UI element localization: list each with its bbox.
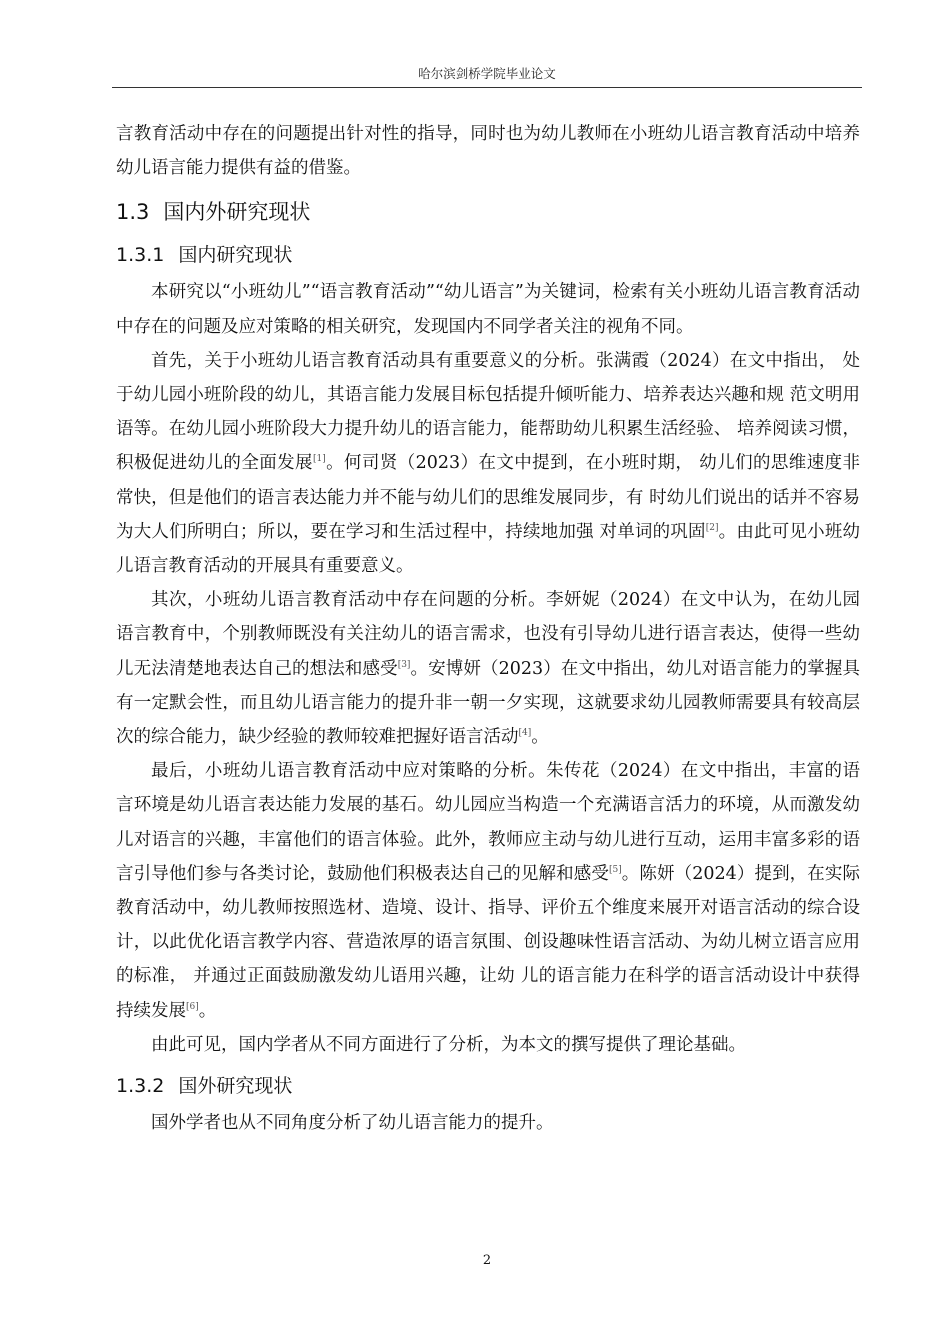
subsection-title: 国内研究现状	[178, 244, 293, 267]
paragraph-text: 。	[531, 727, 549, 748]
paragraph-significance	[116, 344, 860, 583]
paragraph-summary: 由此可见，国内学者从不同方面进行了分析，为本文的撰写提供了理论基础。	[151, 1034, 746, 1055]
subsection-title: 国外研究现状	[178, 1075, 293, 1098]
citation-ref: [3]	[397, 659, 411, 670]
paragraph-strategies	[116, 754, 860, 1028]
paragraph-text: 。何司贤（2023）在文中提到，在小班时期， 幼儿们的思维速度非常快，但是他们的语言表达能力并不能与幼儿们的思维发展同步，有 时幼儿们说出的话并不容易为大人们所明白；所以，要在学习和生活过程中，持续地加强 对单词的巩固	[116, 453, 861, 542]
section-number: 1.3	[116, 200, 150, 225]
paragraph-text: 。由此可见小班幼儿语言教育活动的开展具有重要意义。	[116, 521, 861, 577]
citation-ref: [1]	[312, 454, 326, 465]
subsection-number: 1.3.1	[116, 244, 165, 267]
citation-ref: [2]	[705, 522, 719, 533]
subsection-heading-1-3-2	[116, 1068, 860, 1104]
paragraph-text: 其次，小班幼儿语言教育活动中存在问题的分析。李妍妮（2024）在文中认为，在幼儿园语言教育中，个别教师既没有关注幼儿的语言需求，也没有引导幼儿进行语言表达，使得一些幼儿无法清楚地表达自己的想法和感受	[116, 590, 860, 679]
subsection-heading-1-3-1	[116, 237, 860, 273]
paragraph-text: 。安博妍（2023）在文中指出，幼儿对语言能力的掌握具有一定默会性，而且幼儿语言能力的提升非一朝一夕实现，这就要求幼儿园教师需要具有较高层次的综合能力，缺少经验的教师较难把握好语言活动	[116, 658, 860, 748]
subsection-number: 1.3.2	[116, 1075, 165, 1098]
page-header: 哈尔滨剑桥学院毕业论文	[418, 66, 556, 81]
citation-ref: [4]	[518, 728, 532, 739]
paragraph-foreign-intro: 国外学者也从不同角度分析了幼儿语言能力的提升。	[151, 1113, 554, 1134]
citation-ref: [5]	[608, 864, 622, 875]
paragraph-text: 最后，小班幼儿语言教育活动中应对策略的分析。朱传花（2024）在文中指出，丰富的语言环境是幼儿语言表达能力发展的基石。幼儿园应当构造一个充满语言活力的环境，从而激发幼儿对语言的兴趣，丰富他们的语言体验。此外，教师应主动与幼儿进行互动，运用丰富多彩的语言引导他们参与各类讨论，鼓励他们积极表达自己的见解和感受	[116, 761, 860, 884]
page-number: 2	[482, 1253, 492, 1268]
paragraph-keywords: 本研究以“小班幼儿”“语言教育活动”“幼儿语言”为关键词，检索有关小班幼儿语言教育活动中存在的问题及应对策略的相关研究，发现国内不同学者关注的视角不同。	[116, 282, 860, 337]
paragraph-problems	[116, 583, 860, 754]
paragraph-text: 。	[198, 1000, 217, 1021]
section-heading-1-3	[116, 193, 860, 231]
paragraph-text: 。陈妍（2024）提到，在实际教育活动中，幼儿教师按照选材、造境、设计、指导、评价五个维度来展开对语言活动的综合设计，以此优化语言教学内容、营造浓厚的语言氛围、创设趣味性语言活动、为幼儿树立语言应用的标准， 并通过正面鼓励激发幼儿语用兴趣，让幼 儿的语言能力在科学的语言活动设计中获得持续发展	[116, 863, 860, 1021]
citation-ref: [6]	[186, 1001, 199, 1012]
section-title: 国内外研究现状	[163, 200, 311, 225]
paragraph-text: 首先，关于小班幼儿语言教育活动具有重要意义的分析。张满霞（2024）在文中指出， 处于幼儿园小班阶段的幼儿，其语言能力发展目标包括提升倾听能力、培养表达兴趣和规 范文明用语等。在幼儿园小班阶段大力提升幼儿的语言能力，能帮助幼儿积累生活经验、 培养阅读习惯，积极促进幼儿的全面发展	[116, 350, 860, 474]
page-body	[116, 117, 860, 1140]
paragraph-continuation: 言教育活动中存在的问题提出针对性的指导，同时也为幼儿教师在小班幼儿语言教育活动中培养幼儿语言能力提供有益的借鉴。	[116, 124, 860, 179]
header-divider	[112, 87, 862, 88]
